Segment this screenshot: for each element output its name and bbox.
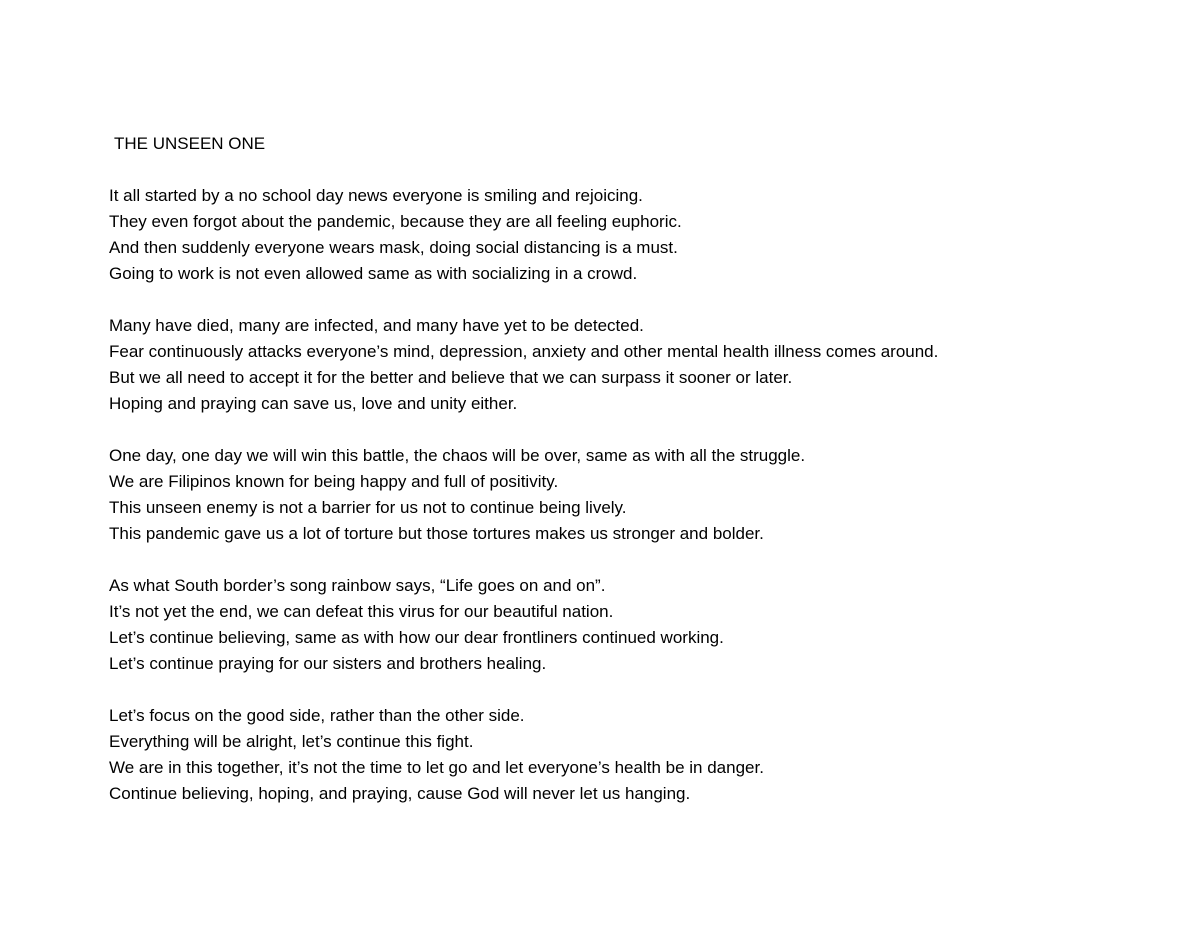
- poem-line: Fear continuously attacks everyone’s mind, depression, anxiety and other mental health illness comes around.: [109, 342, 939, 361]
- poem: [109, 131, 1169, 807]
- poem-line: It’s not yet the end, we can defeat this virus for our beautiful nation.: [109, 602, 614, 621]
- poem-line: Let’s continue believing, same as with how our dear frontliners continued working.: [109, 628, 724, 647]
- poem-line: We are in this together, it’s not the time to let go and let everyone’s health be in danger.: [109, 758, 764, 777]
- poem-line: And then suddenly everyone wears mask, doing social distancing is a must.: [109, 238, 678, 257]
- poem-line: Let’s focus on the good side, rather than the other side.: [109, 706, 525, 725]
- stanza-4: [109, 573, 1169, 677]
- stanza-3: [109, 443, 1169, 547]
- poem-line: We are Filipinos known for being happy and full of positivity.: [109, 472, 559, 491]
- poem-line: They even forgot about the pandemic, because they are all feeling euphoric.: [109, 212, 682, 231]
- stanza-1: [109, 183, 1169, 287]
- poem-line: Let’s continue praying for our sisters and brothers healing.: [109, 654, 547, 673]
- title-spacer: [109, 157, 1169, 183]
- poem-line: This pandemic gave us a lot of torture but those tortures makes us stronger and bolder.: [109, 524, 764, 543]
- poem-line: This unseen enemy is not a barrier for us not to continue being lively.: [109, 498, 627, 517]
- poem-line: Hoping and praying can save us, love and unity either.: [109, 394, 518, 413]
- poem-line: One day, one day we will win this battle, the chaos will be over, same as with all the struggle.: [109, 446, 806, 465]
- poem-line: But we all need to accept it for the better and believe that we can surpass it sooner or later.: [109, 368, 793, 387]
- poem-line: Going to work is not even allowed same as with socializing in a crowd.: [109, 264, 638, 283]
- stanza-2: [109, 313, 1169, 417]
- poem-line: Everything will be alright, let’s continue this fight.: [109, 732, 474, 751]
- poem-line: As what South border’s song rainbow says, “Life goes on and on”.: [109, 576, 606, 595]
- poem-title: THE UNSEEN ONE: [114, 134, 266, 153]
- stanza-5: [109, 703, 1169, 807]
- poem-line: Many have died, many are infected, and many have yet to be detected.: [109, 316, 644, 335]
- poem-line: Continue believing, hoping, and praying, cause God will never let us hanging.: [109, 784, 691, 803]
- poem-line: It all started by a no school day news everyone is smiling and rejoicing.: [109, 186, 643, 205]
